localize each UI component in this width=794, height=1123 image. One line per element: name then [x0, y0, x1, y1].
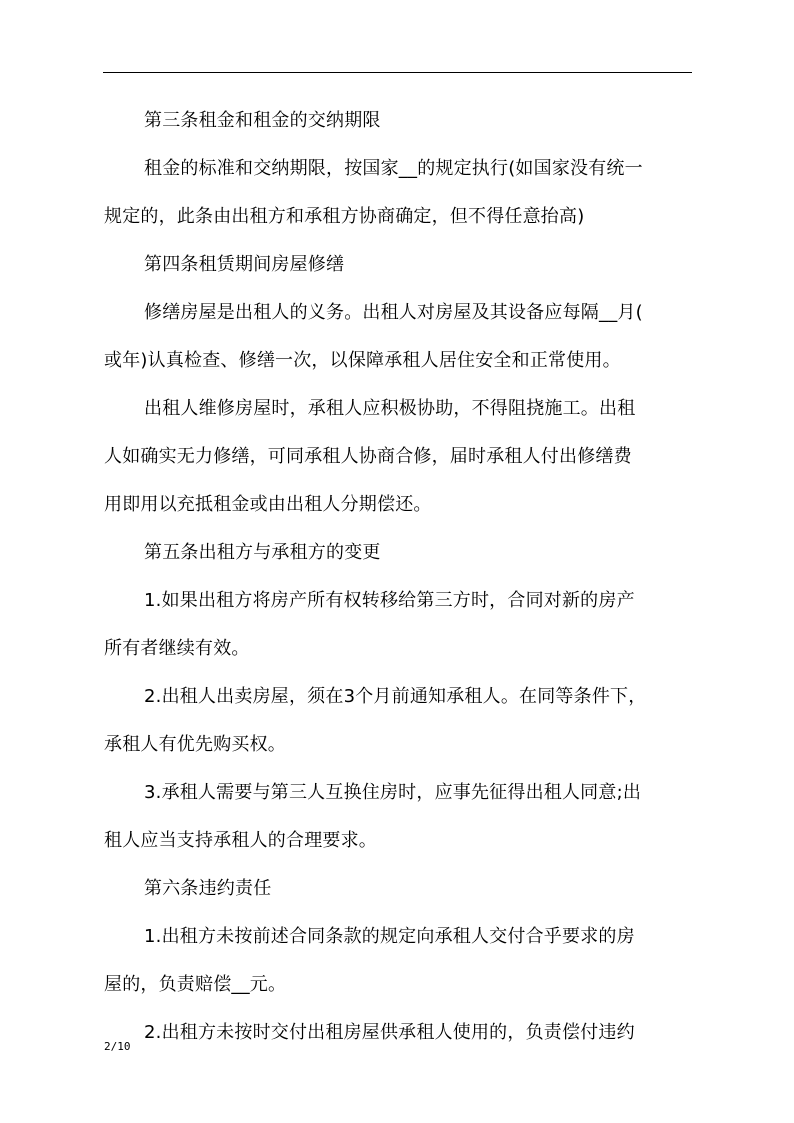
paragraph-line: 租金的标准和交纳期限，按国家__的规定执行(如国家没有统一	[144, 158, 643, 179]
list-item-line: 所有者继续有效。	[104, 638, 250, 659]
section-heading-article-6: 第六条违约责任	[144, 878, 272, 899]
paragraph-line: 修缮房屋是出租人的义务。出租人对房屋及其设备应每隔__月(	[144, 302, 643, 323]
paragraph-line: 规定的，此条由出租方和承租方协商确定，但不得任意抬高)	[104, 206, 585, 227]
paragraph-line: 用即用以充抵租金或由出租人分期偿还。	[104, 494, 432, 515]
header-rule	[103, 72, 692, 73]
section-heading-article-4: 第四条租赁期间房屋修缮	[144, 254, 345, 275]
section-heading-article-5: 第五条出租方与承租方的变更	[144, 542, 381, 563]
list-item-line: 2.出租方未按时交付出租房屋供承租人使用的，负责偿付违约	[144, 1022, 635, 1043]
paragraph-line: 人如确实无力修缮，可同承租人协商合修，届时承租人付出修缮费	[104, 446, 632, 467]
list-item-line: 3.承租人需要与第三人互换住房时，应事先征得出租人同意;出	[144, 782, 642, 803]
section-heading-article-3: 第三条租金和租金的交纳期限	[144, 110, 381, 131]
paragraph-line: 或年)认真检查、修缮一次，以保障承租人居住安全和正常使用。	[104, 350, 621, 371]
paragraph-line: 出租人维修房屋时，承租人应积极协助，不得阻挠施工。出租	[144, 398, 636, 419]
list-item-line: 租人应当支持承租人的合理要求。	[104, 830, 377, 851]
page-number: 2/10	[104, 1040, 131, 1053]
list-item-line: 屋的，负责赔偿__元。	[104, 974, 287, 995]
document-body	[104, 97, 694, 1057]
list-item-line: 1.出租方未按前述合同条款的规定向承租人交付合乎要求的房	[144, 926, 635, 947]
list-item-line: 承租人有优先购买权。	[104, 734, 286, 755]
list-item-line: 2.出租人出卖房屋，须在3个月前通知承租人。在同等条件下，	[144, 686, 647, 707]
list-item-line: 1.如果出租方将房产所有权转移给第三方时，合同对新的房产	[144, 590, 635, 611]
